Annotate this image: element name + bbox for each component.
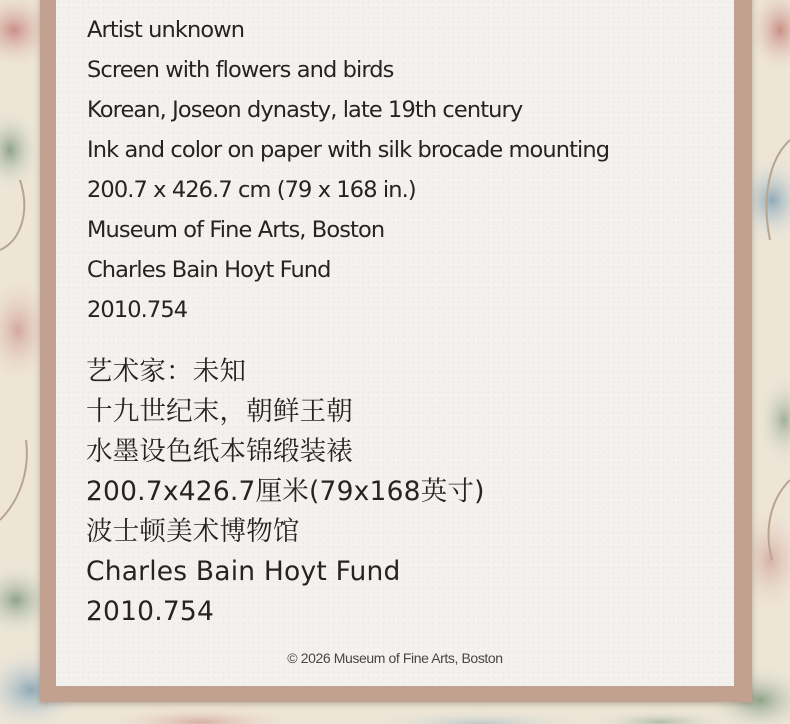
museum-line: Museum of Fine Arts, Boston (87, 217, 385, 243)
zh-museum-line: 波士顿美术博物馆 (86, 516, 300, 547)
zh-artist-line: 艺术家：未知 (86, 356, 247, 387)
zh-culture-date-line: 十九世纪末，朝鲜王朝 (86, 396, 353, 427)
credit-line: Charles Bain Hoyt Fund (87, 257, 331, 283)
title-line: Screen with flowers and birds (87, 57, 394, 83)
medium-line: Ink and color on paper with silk brocade mounting (87, 137, 610, 163)
dimensions-line: 200.7 x 426.7 cm (79 x 168 in.) (87, 177, 416, 203)
zh-credit-line: Charles Bain Hoyt Fund (86, 556, 401, 587)
artist-line: Artist unknown (87, 17, 245, 43)
culture-date-line: Korean, Joseon dynasty, late 19th century (87, 97, 523, 123)
zh-dimensions-line: 200.7x426.7厘米(79x168英寸) (86, 476, 485, 507)
english-label (87, 10, 609, 330)
zh-accession-number: 2010.754 (86, 596, 215, 627)
zh-medium-line: 水墨设色纸本锦缎装裱 (86, 436, 353, 467)
artwork-label-card (56, 0, 734, 686)
accession-number: 2010.754 (87, 297, 188, 323)
copyright-notice: © 2026 Museum of Fine Arts, Boston (287, 650, 503, 666)
chinese-label (86, 352, 485, 632)
